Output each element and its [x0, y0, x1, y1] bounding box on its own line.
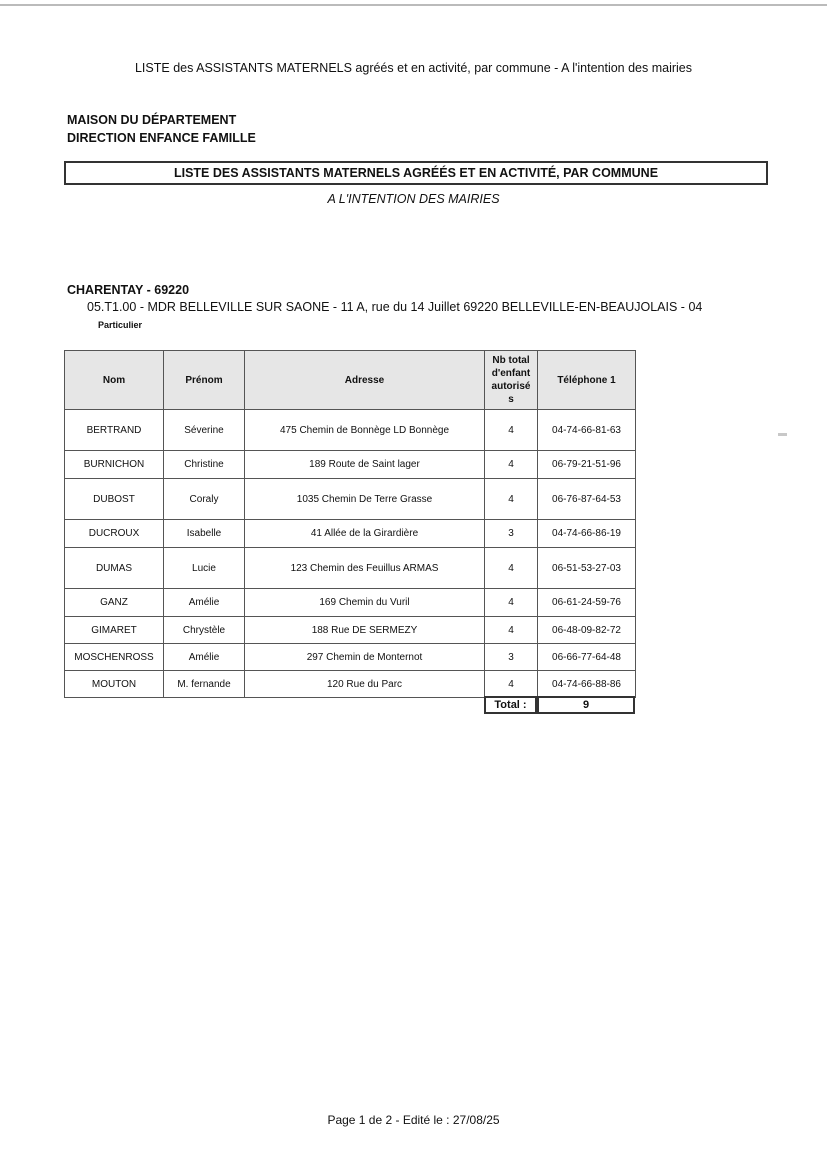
cell-nom: DUBOST	[65, 479, 164, 520]
cell-nom: GIMARET	[65, 617, 164, 644]
table-row	[65, 520, 636, 548]
cell-prenom: Coraly	[164, 479, 245, 520]
table-row	[65, 548, 636, 589]
cell-nom: BERTRAND	[65, 410, 164, 451]
assistant-type: Particulier	[98, 320, 143, 330]
table-row	[65, 644, 636, 671]
col-header-prenom: Prénom	[164, 351, 245, 410]
nb-header-line: Nb total	[492, 355, 530, 366]
cell-nom: DUCROUX	[65, 520, 164, 548]
cell-nb: 4	[485, 451, 538, 479]
table-row	[65, 671, 636, 698]
commune-heading: CHARENTAY - 69220	[67, 283, 190, 297]
cell-adresse: 297 Chemin de Monternot	[245, 644, 485, 671]
cell-telephone: 06-61-24-59-76	[538, 589, 636, 617]
nb-header-line: autorisé	[491, 381, 531, 392]
document-subtitle: A L'INTENTION DES MAIRIES	[327, 192, 500, 206]
cell-nb: 3	[485, 520, 538, 548]
cell-nb: 4	[485, 548, 538, 589]
cell-nb: 4	[485, 410, 538, 451]
cell-nb: 4	[485, 617, 538, 644]
cell-nom: DUMAS	[65, 548, 164, 589]
cell-telephone: 04-74-66-81-63	[538, 410, 636, 451]
nb-header-line: s	[508, 394, 514, 405]
table-header-row	[65, 351, 636, 410]
cell-nom: MOSCHENROSS	[65, 644, 164, 671]
table-row	[65, 410, 636, 451]
table-row	[65, 617, 636, 644]
cell-prenom: Isabelle	[164, 520, 245, 548]
cell-prenom: Christine	[164, 451, 245, 479]
cell-nb: 4	[485, 671, 538, 698]
table-row	[65, 479, 636, 520]
cell-nb: 3	[485, 644, 538, 671]
cell-prenom: Amélie	[164, 644, 245, 671]
mdr-address: 05.T1.00 - MDR BELLEVILLE SUR SAONE - 11 A, rue du 14 Juillet 69220 BELLEVILLE-EN-BEAUJOLAIS - 04	[87, 300, 703, 314]
col-header-nb-enfants	[485, 351, 538, 410]
document-title: LISTE DES ASSISTANTS MATERNELS AGRÉÉS ET EN ACTIVITÉ, PAR COMMUNE	[64, 161, 768, 185]
organization-block	[67, 111, 256, 147]
cell-adresse: 475 Chemin de Bonnège LD Bonnège	[245, 410, 485, 451]
scan-speck	[778, 433, 787, 436]
cell-telephone: 06-79-21-51-96	[538, 451, 636, 479]
cell-nb: 4	[485, 479, 538, 520]
cell-prenom: Séverine	[164, 410, 245, 451]
cell-telephone: 06-48-09-82-72	[538, 617, 636, 644]
page-footer: Page 1 de 2 - Edité le : 27/08/25	[327, 1113, 500, 1127]
org-name: MAISON DU DÉPARTEMENT	[67, 113, 237, 127]
cell-prenom: Amélie	[164, 589, 245, 617]
total-label: Total :	[484, 696, 537, 714]
cell-telephone: 04-74-66-88-86	[538, 671, 636, 698]
cell-adresse: 123 Chemin des Feuillus ARMAS	[245, 548, 485, 589]
cell-adresse: 188 Rue DE SERMEZY	[245, 617, 485, 644]
table-row	[65, 451, 636, 479]
col-header-telephone: Téléphone 1	[538, 351, 636, 410]
cell-prenom: M. fernande	[164, 671, 245, 698]
cell-telephone: 06-76-87-64-53	[538, 479, 636, 520]
scan-top-line	[0, 4, 827, 6]
col-header-adresse: Adresse	[245, 351, 485, 410]
cell-nom: MOUTON	[65, 671, 164, 698]
cell-telephone: 06-66-77-64-48	[538, 644, 636, 671]
org-direction: DIRECTION ENFANCE FAMILLE	[67, 131, 256, 145]
cell-telephone: 04-74-66-86-19	[538, 520, 636, 548]
col-header-nom: Nom	[65, 351, 164, 410]
cell-adresse: 41 Allée de la Girardière	[245, 520, 485, 548]
cell-adresse: 120 Rue du Parc	[245, 671, 485, 698]
cell-nom: BURNICHON	[65, 451, 164, 479]
assistants-table	[64, 350, 636, 698]
cell-adresse: 169 Chemin du Vuril	[245, 589, 485, 617]
total-value: 9	[537, 696, 635, 714]
document-header: LISTE des ASSISTANTS MATERNELS agréés et en activité, par commune - A l'intention des mairies	[134, 61, 693, 75]
cell-prenom: Chrystèle	[164, 617, 245, 644]
cell-adresse: 189 Route de Saint lager	[245, 451, 485, 479]
cell-telephone: 06-51-53-27-03	[538, 548, 636, 589]
cell-prenom: Lucie	[164, 548, 245, 589]
table-row	[65, 589, 636, 617]
cell-adresse: 1035 Chemin De Terre Grasse	[245, 479, 485, 520]
nb-header-line: d'enfant	[491, 368, 531, 379]
cell-nom: GANZ	[65, 589, 164, 617]
cell-nb: 4	[485, 589, 538, 617]
